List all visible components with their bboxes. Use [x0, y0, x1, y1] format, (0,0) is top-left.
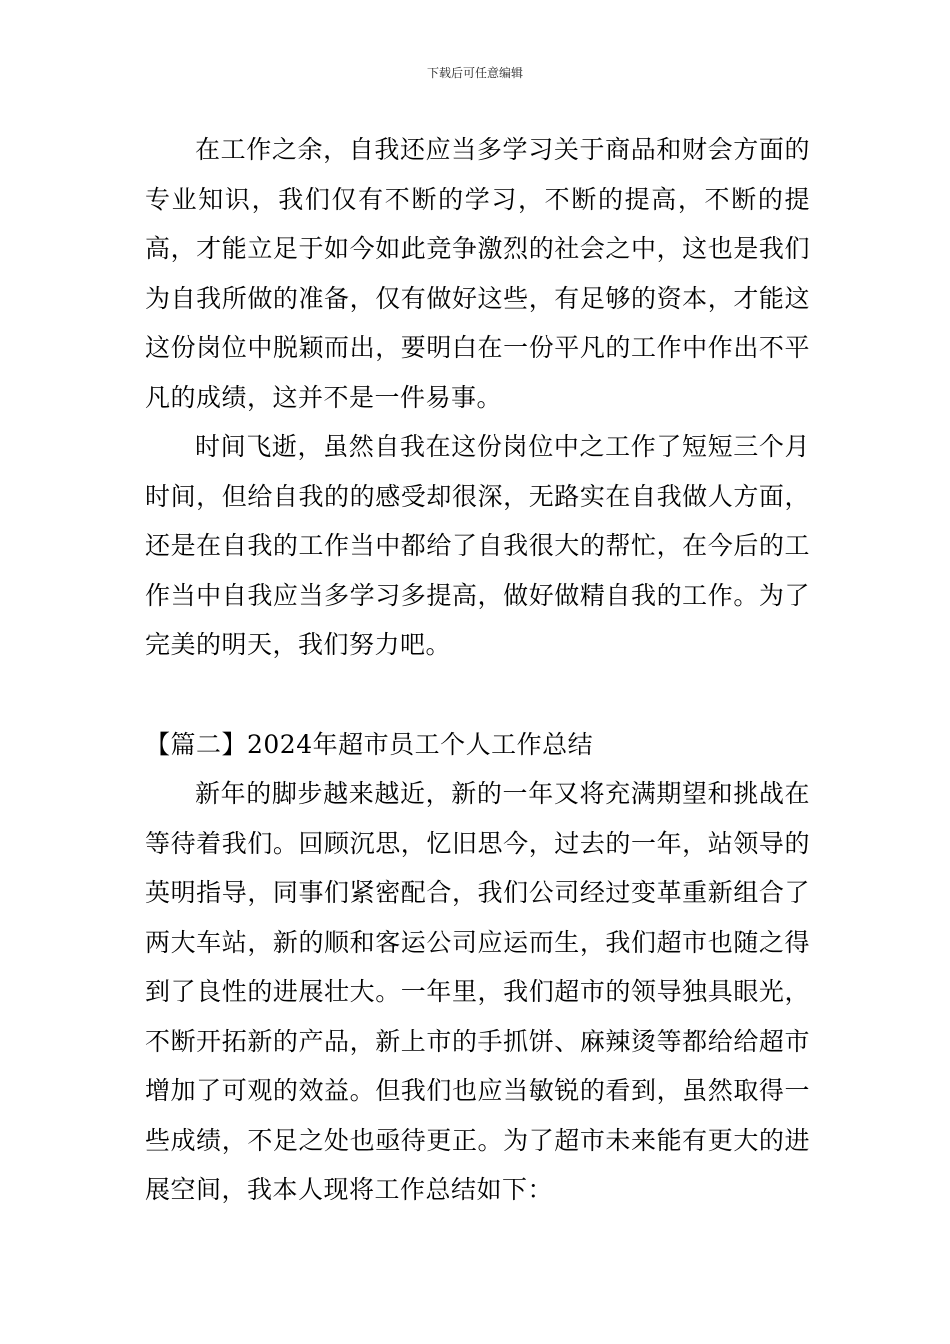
page-header-note: 下载后可任意编辑 [426, 66, 523, 80]
paragraph-new-year: 新年的脚步越来越近，新的一年又将充满期望和挑战在等待着我们。回顾沉思，忆旧思今，过去的一年，站领导的英明指导，同事们紧密配合，我们公司经过变革重新组合了两大车站，新的顺和客运公司应运而生，我们超市也随之得到了良性的进展壮大。一年里，我们超市的领导独具眼光，不断开拓新的产品，新上市的手抓饼、麻辣烫等都给给超市增加了可观的效益。但我们也应当敏锐的看到，虽然取得一些成绩，不足之处也亟待更正。为了超市未来能有更大的进展空间，我本人现将工作总结如下： [145, 779, 810, 1204]
section-heading: 【篇二】2024年超市员工个人工作总结 [145, 729, 594, 759]
section-spacer [145, 670, 810, 720]
document-body [145, 125, 810, 1215]
paragraph-study-knowledge: 在工作之余，自我还应当多学习关于商品和财会方面的专业知识，我们仅有不断的学习，不断的提高，不断的提高，才能立足于如今如此竞争激烈的社会之中，这也是我们为自我所做的准备，仅有做好这些，有足够的资本，才能这这份岗位中脱颖而出，要明白在一份平凡的工作中作出不平凡的成绩，这并不是一件易事。 [145, 135, 810, 412]
paragraph-time-flies: 时间飞逝，虽然自我在这份岗位中之工作了短短三个月时间，但给自我的的感受却很深，无路实在自我做人方面，还是在自我的工作当中都给了自我很大的帮忙，在今后的工作当中自我应当多学习多提高，做好做精自我的工作。为了完美的明天，我们努力吧。 [145, 432, 810, 659]
